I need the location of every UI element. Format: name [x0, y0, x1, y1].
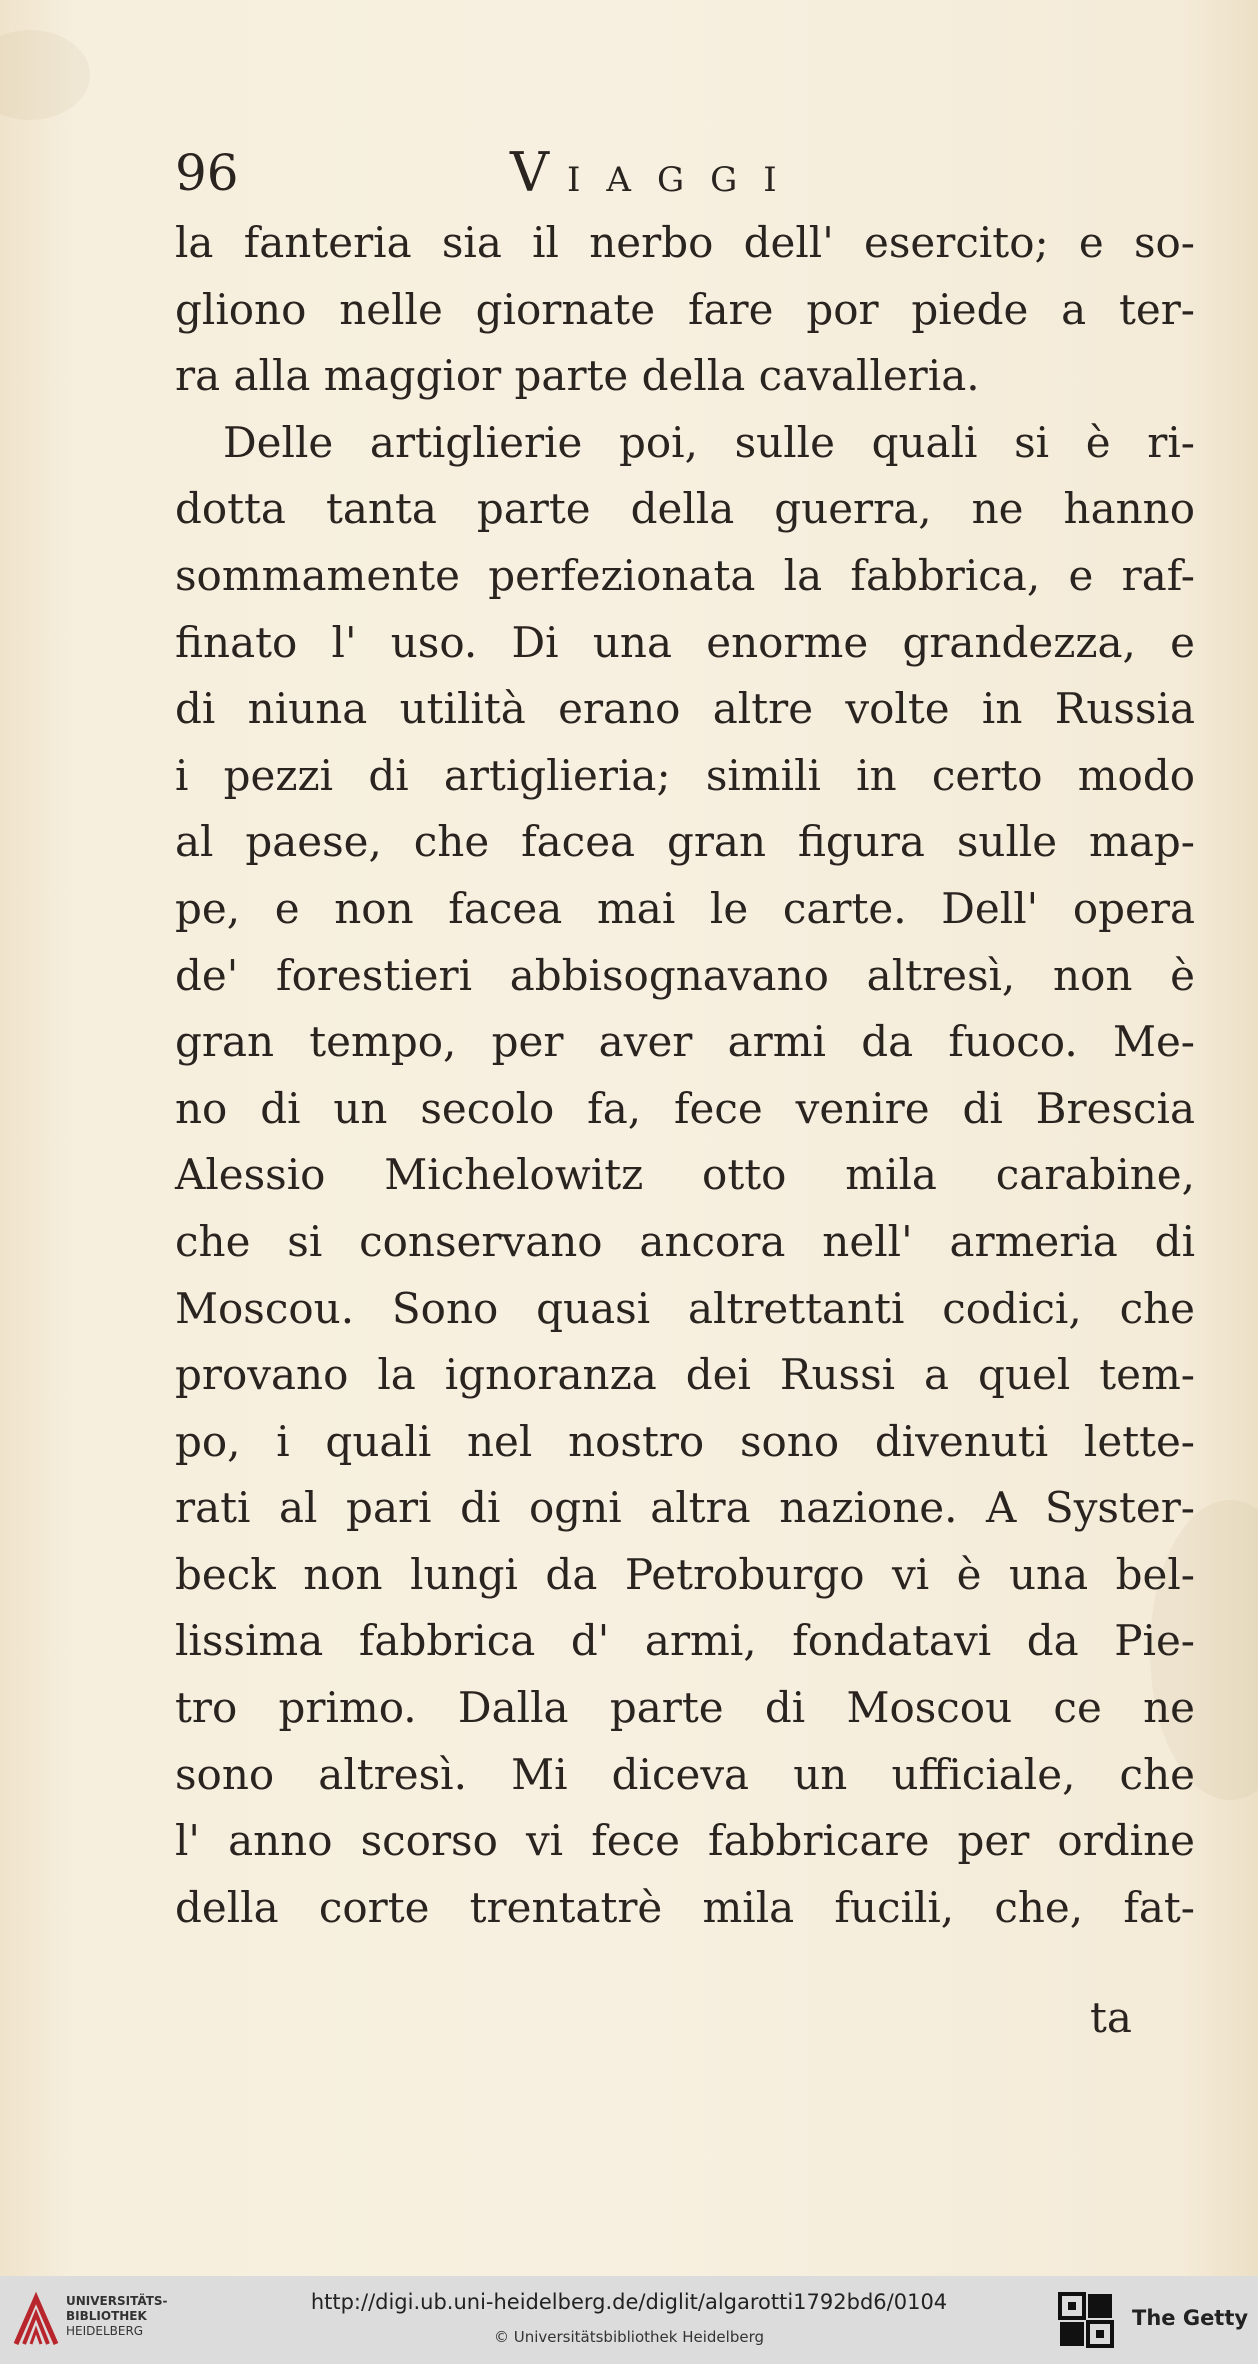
text-line: l' anno scorso vi fece fabbricare per ordine	[175, 1816, 1195, 1866]
text-line: della corte trentatrè mila fucili, che, fat-	[175, 1882, 1195, 1932]
library-name-line: UNIVERSITÄTS-	[66, 2294, 168, 2308]
text-line: gliono nelle giornate fare por piede a ter-	[175, 284, 1195, 334]
catchword: ta	[1090, 1993, 1132, 2042]
text-line: ra alla maggior parte della cavalleria.	[175, 351, 980, 401]
body-text	[175, 210, 1195, 1941]
running-head-rest: IAGGI	[567, 160, 803, 200]
text-line: la fanteria sia il nerbo dell' esercito; e so-	[175, 218, 1195, 267]
text-line: no di un secolo fa, fece venire di Brescia	[175, 1083, 1195, 1133]
text-line: al paese, che facea gran figura sulle map-	[175, 817, 1195, 867]
text-line: Moscou. Sono quasi altrettanti codici, che	[175, 1283, 1195, 1333]
page-number: 96	[175, 144, 239, 202]
text-line: lissima fabbrica d' armi, fondatavi da Pie-	[175, 1616, 1195, 1666]
text-line: i pezzi di artiglieria; simili in certo modo	[175, 750, 1195, 800]
text-line: Delle artiglierie poi, sulle quali si è ri-	[223, 417, 1195, 467]
text-line: beck non lungi da Petroburgo vi è una bel-	[175, 1549, 1195, 1599]
text-line: di niuna utilità erano altre volte in Russia	[175, 684, 1195, 734]
text-line: tro primo. Dalla parte di Moscou ce ne	[175, 1683, 1195, 1733]
text-line: rati al pari di ogni altra nazione. A Syster-	[175, 1483, 1195, 1533]
text-line: finato l' uso. Di una enorme grandezza, e	[175, 617, 1195, 667]
getty-logo-icon[interactable]	[1058, 2292, 1114, 2348]
library-name-line: HEIDELBERG	[66, 2324, 144, 2338]
text-line: gran tempo, per aver armi da fuoco. Me-	[175, 1017, 1195, 1067]
page-header	[175, 138, 1075, 208]
text-line: sommamente perfezionata la fabbrica, e raf-	[175, 550, 1195, 600]
copyright-notice: © Universitätsbibliothek Heidelberg	[493, 2328, 764, 2346]
footer-bar	[0, 2276, 1258, 2364]
paper-stain	[0, 30, 90, 120]
text-line: dotta tanta parte della guerra, ne hanno	[175, 484, 1195, 534]
text-line: sono altresì. Mi diceva un ufficiale, che	[175, 1749, 1195, 1799]
running-head-initial: V	[510, 141, 549, 204]
text-line: provano la ignoranza dei Russi a quel tem-	[175, 1350, 1195, 1400]
text-line: che si conservano ancora nell' armeria di	[175, 1216, 1195, 1266]
partner-name: The Getty	[1132, 2306, 1249, 2330]
library-name-line: BIBLIOTHEK	[66, 2309, 147, 2323]
permalink-url[interactable]: http://digi.ub.uni-heidelberg.de/diglit/algarotti1792bd6/0104	[310, 2290, 948, 2314]
text-line: Alessio Michelowitz otto mila carabine,	[175, 1150, 1195, 1200]
text-line: de' forestieri abbisognavano altresì, non è	[175, 950, 1195, 1000]
running-head	[510, 138, 803, 215]
text-line: po, i quali nel nostro sono divenuti lette-	[175, 1416, 1195, 1466]
text-line: pe, e non facea mai le carte. Dell' opera	[175, 883, 1195, 933]
